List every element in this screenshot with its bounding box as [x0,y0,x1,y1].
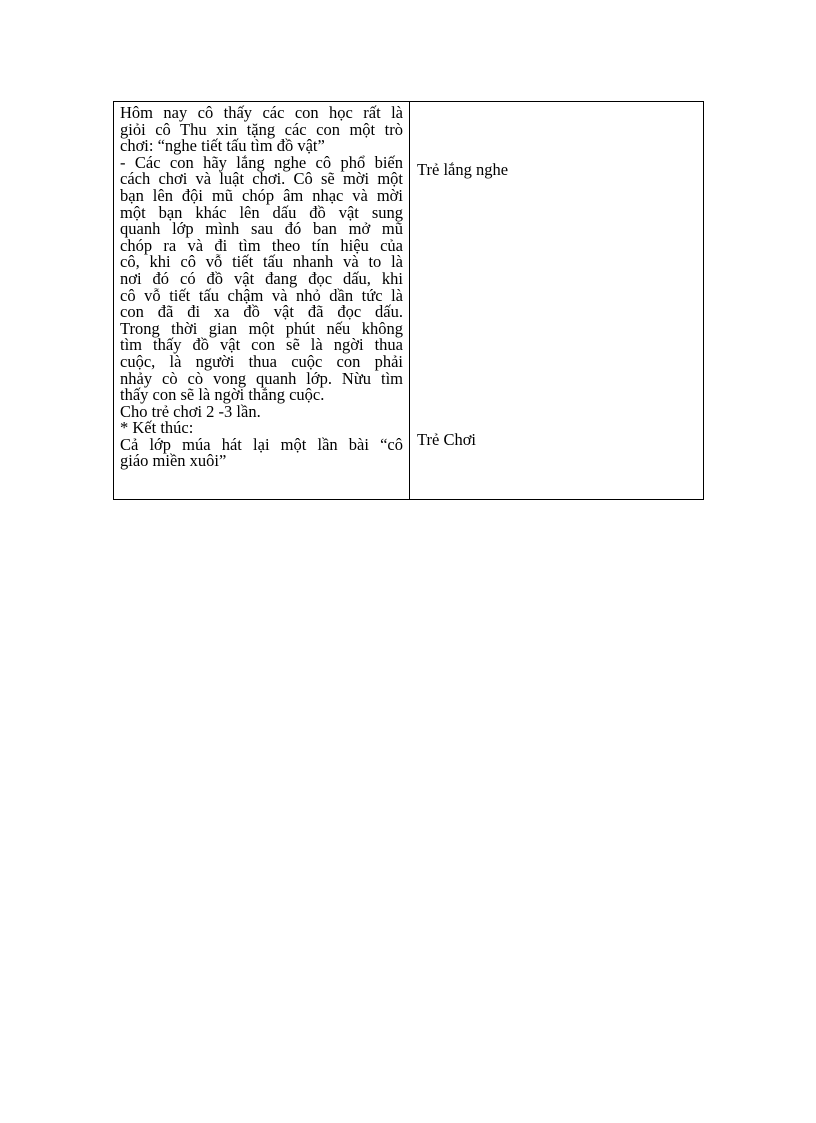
text-line: Cả lớp múa hát lại một lần bài “cô [120,434,403,454]
child-response-play: Trẻ Chơi [417,430,477,449]
text-line: giáo miền xuôi” [120,451,227,471]
text-line: tìm thấy đồ vật con sẽ là ngời thua [120,335,403,355]
text-line: nơi đó có đồ vật đang đọc dấu, khi [120,268,403,288]
lesson-table [113,101,704,500]
text-line: con đã đi xa đồ vật đã đọc dấu. [120,302,403,322]
text-line: Cho trẻ chơi 2 -3 lần. [120,401,261,421]
text-line: cô vỗ tiết tấu chậm và nhỏ dần tức là [120,285,403,305]
text-line: chóp ra và đi tìm theo tín hiệu của [120,235,403,255]
child-response-listen: Trẻ lắng nghe [417,160,509,179]
text-line: giỏi cô Thu xin tặng các con một trò [120,119,403,139]
teacher-activity-cell [114,102,410,499]
text-line: thấy con sẽ là ngời thắng cuộc. [120,385,325,405]
text-line: bạn lên đội mũ chóp âm nhạc và mời [120,185,403,205]
text-line: nhảy cò cò vong quanh lớp. Nừu tìm [120,368,403,388]
text-line: chơi: “nghe tiết tấu tìm đồ vật” [120,136,325,156]
text-line: cô, khi cô vỗ tiết tấu nhanh và to là [120,252,403,272]
text-line: - Các con hãy lắng nghe cô phổ biến [120,152,403,172]
text-line: cách chơi và luật chơi. Cô sẽ mời một [120,169,403,189]
child-activity-cell [410,102,703,499]
text-line: Trong thời gian một phút nếu không [120,318,403,338]
text-line: cuộc, là người thua cuộc con phải [120,351,403,371]
text-line: quanh lớp mình sau đó ban mở mũ [120,219,403,239]
text-line: Hôm nay cô thấy các con học rất là [120,103,403,122]
text-line: * Kết thúc: [120,418,194,438]
text-line: một bạn khác lên dấu đồ vật sung [120,202,403,222]
